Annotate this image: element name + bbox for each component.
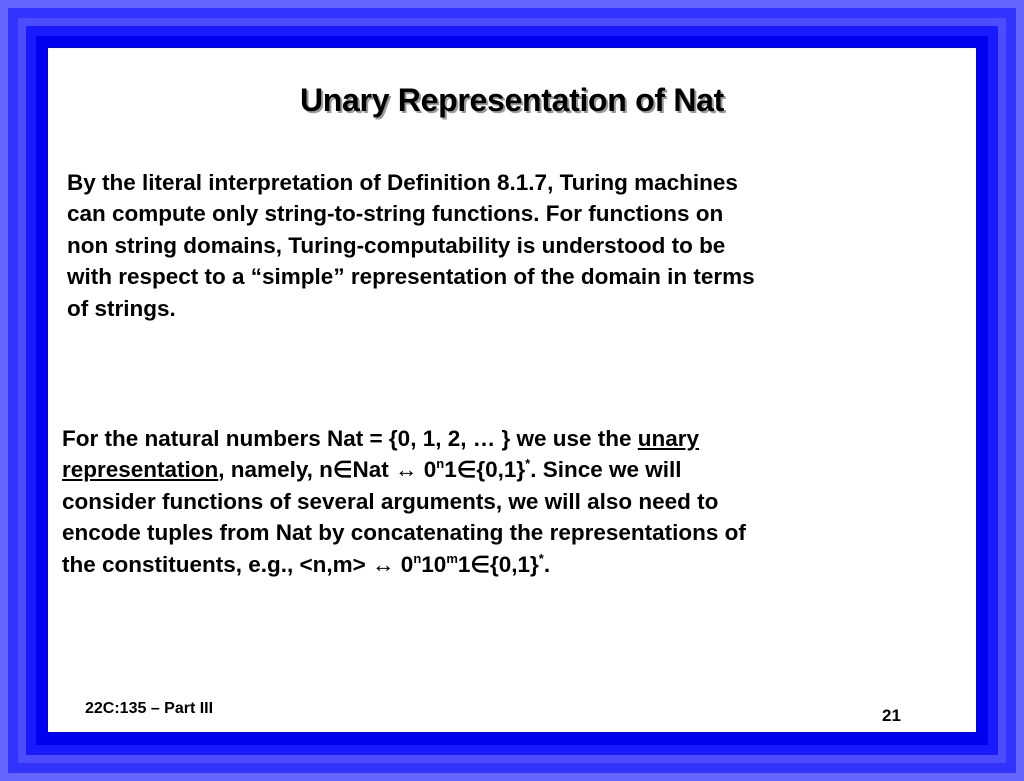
para2-continuation: . Since we will consider functions of several arguments, we will also need to encode tuples from Nat by concatenating the representations of the constituents, e.g., <n,m> ↔ 0	[62, 457, 746, 577]
slide-title: Unary Representation of Nat	[300, 82, 724, 118]
para2-separator: 10	[421, 551, 447, 577]
para2-encoding-2: 1∈{0,1}	[457, 551, 539, 577]
term-representation: representation	[62, 457, 219, 483]
term-unary: unary	[637, 426, 700, 451]
paragraph-turing-definition: By the literal interpretation of Definition 8.1.7, Turing machines can compute only string-to-string functions. For functions on non string domains, Turing-computability is understood to be with respect to a “simple” representation of the domain in terms of strings.	[67, 170, 755, 321]
kleene-star-1: *	[525, 456, 531, 472]
para2-namely: , namely, n∈Nat ↔ 0	[218, 457, 437, 483]
footer-course-label: 22C:135 – Part III	[85, 700, 214, 717]
kleene-star-2: *	[538, 550, 544, 566]
paragraph-unary-representation	[62, 423, 762, 580]
slide-content-area	[48, 48, 976, 732]
para2-intro: For the natural numbers Nat = {0, 1, 2, … } we use the	[62, 426, 632, 451]
page-number: 21	[882, 706, 901, 725]
para2-encoding-1: 1∈{0,1}	[444, 457, 526, 483]
exponent-m: m	[446, 550, 458, 566]
exponent-n: n	[436, 456, 445, 472]
para2-end: .	[543, 551, 551, 577]
exponent-n-tuple: n	[413, 550, 422, 566]
